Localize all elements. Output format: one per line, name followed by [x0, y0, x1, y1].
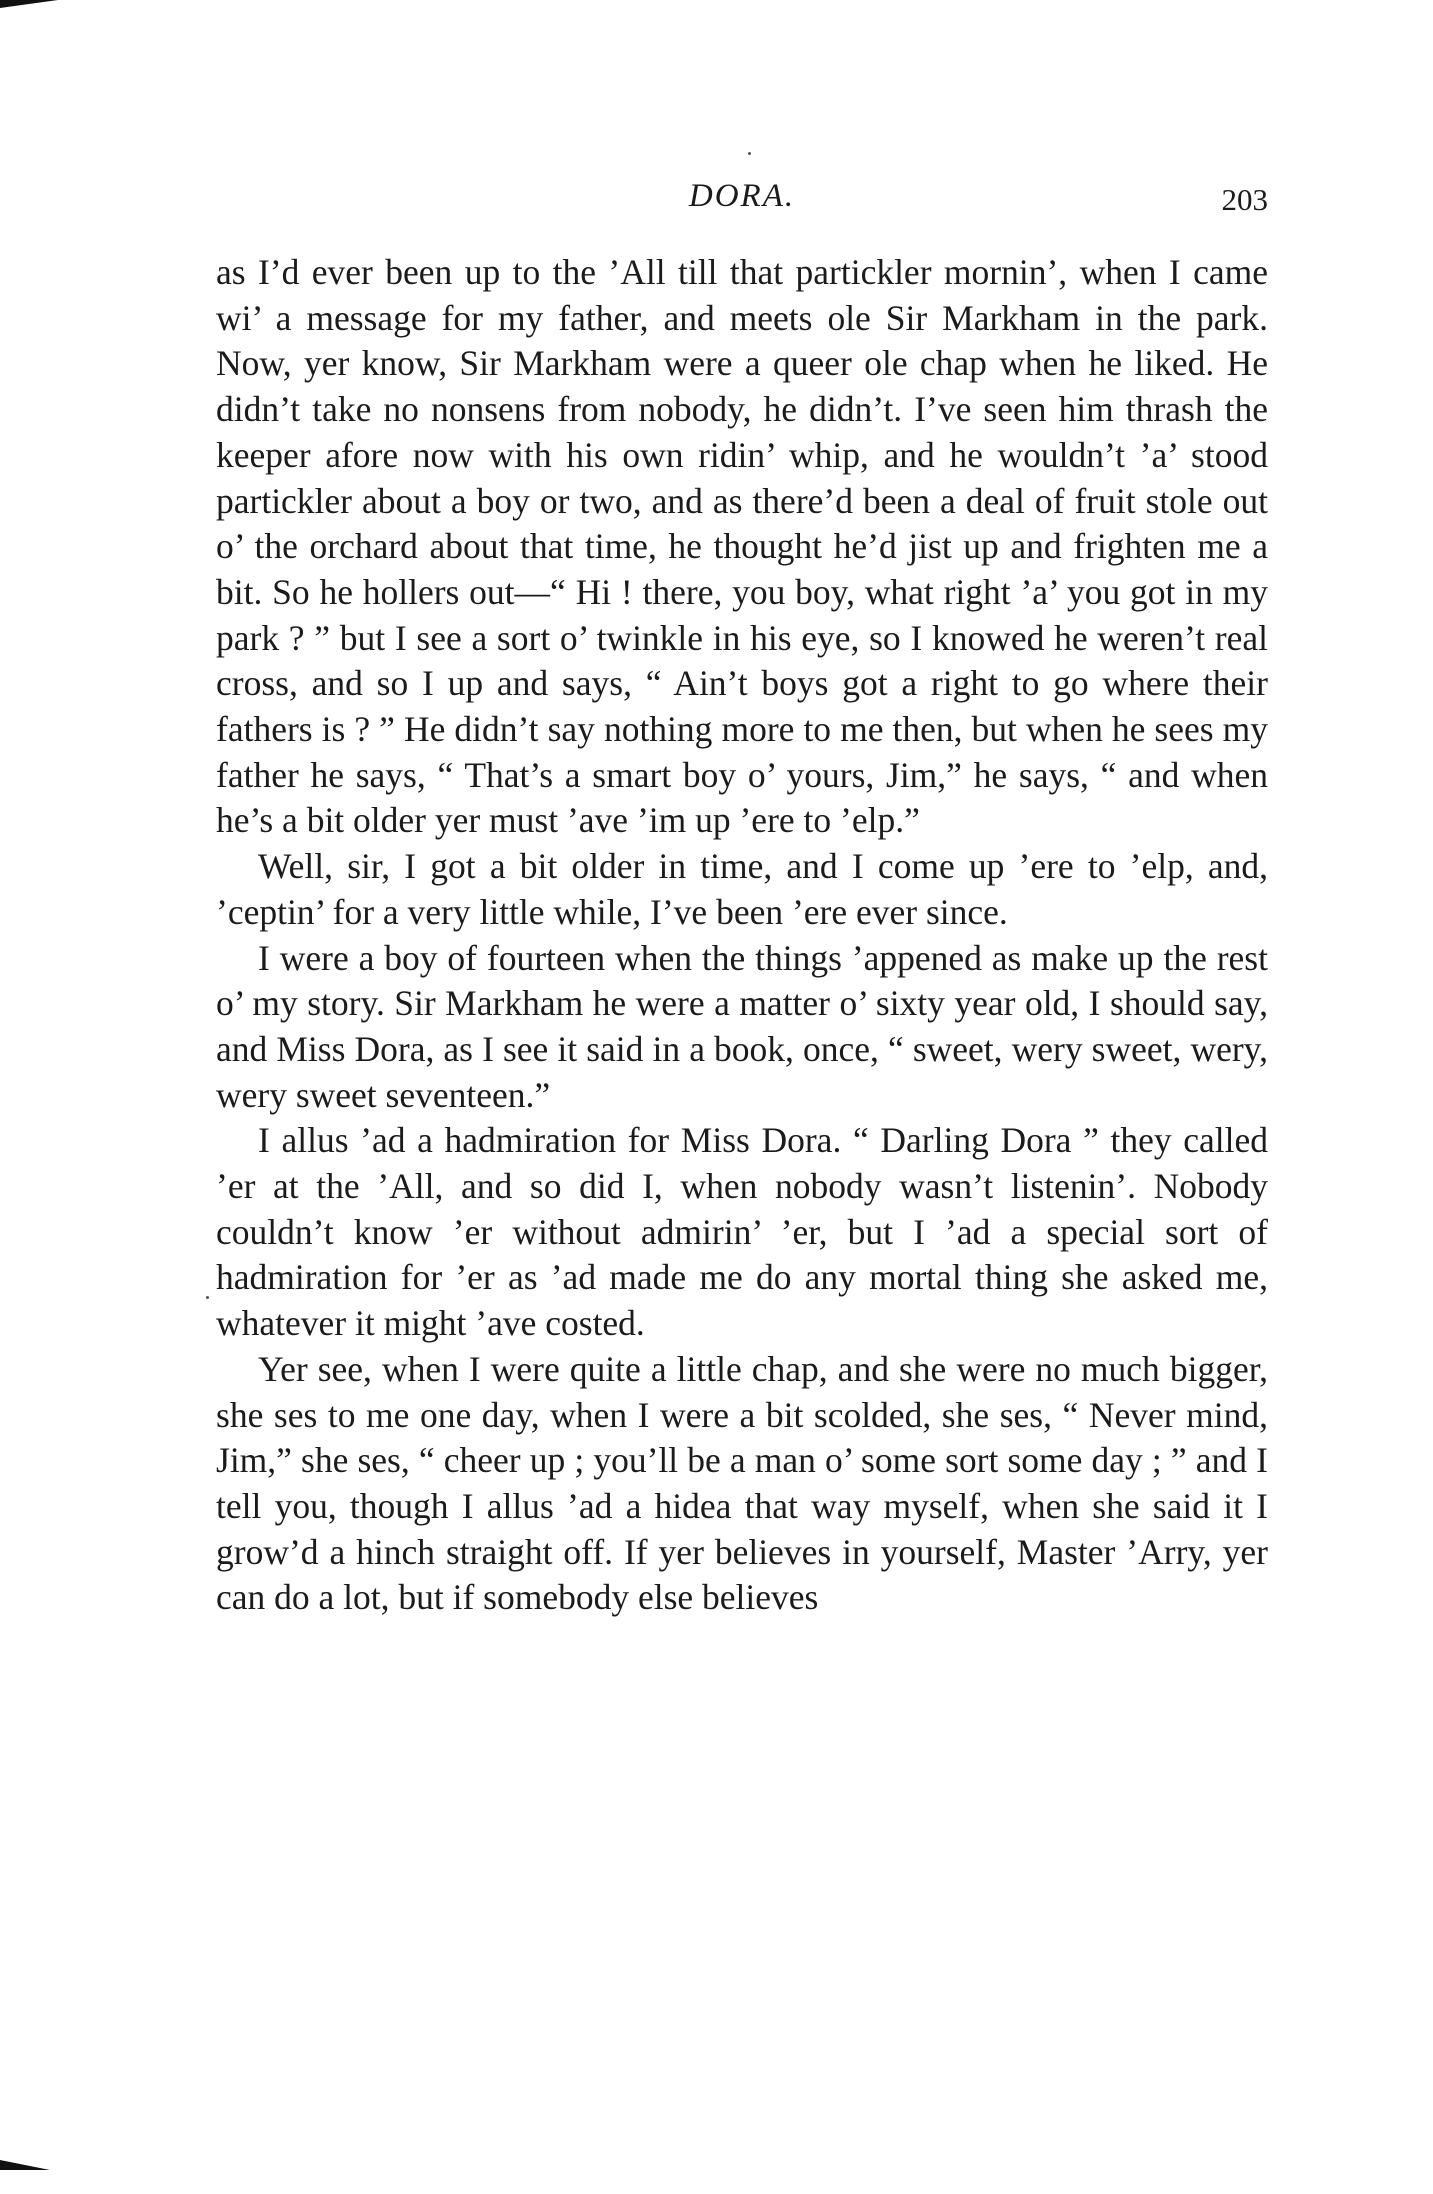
paper-speck: [748, 152, 751, 155]
paragraph: Yer see, when I were quite a little chap, and she were no much bigger, she ses to me one day, when I were a bit scolded, she ses, “ Never mind, Jim,” she ses, “ cheer up ; you’ll be a man o’ some sort some day ; ” and I tell you, though I allus ’ad a hidea that way myself, when she said it I grow’d a hinch straight off. If yer believes in yourself, Master ’Arry, yer can do a lot, but if somebody else believes: [216, 1348, 1268, 1618]
paper-speck: [206, 1296, 209, 1299]
paragraph: Well, sir, I got a bit older in time, and I come up ’ere to ’elp, and, ’ceptin’ for a very little while, I’ve been ’ere ever since.: [216, 846, 1268, 932]
page-number: 203: [1221, 182, 1268, 217]
running-title: DORA.: [688, 178, 796, 214]
scan-corner-mark-top: [0, 0, 58, 8]
paragraph: as I’d ever been up to the ’All till that partickler mornin’, when I came wi’ a message for my father, and meets ole Sir Markham in the park. Now, yer know, Sir Markham were a queer ole chap when he liked. He didn’t take no nonsens from nobody, he didn’t. I’ve seen him thrash the keeper afore now with his own ridin’ whip, and he wouldn’t ’a’ stood partickler about a boy or two, and as there’d been a deal of fruit stole out o’ the orchard about that time, he thought he’d jist up and frighten me a bit. So he hollers out—“ Hi ! there, you boy, what right ’a’ you got in my park ? ” but I see a sort o’ twinkle in his eye, so I knowed he weren’t real cross, and so I up and says, “ Ain’t boys got a right to go where their fathers is ? ” He didn’t say nothing more to me then, but when he sees my father he says, “ That’s a smart boy o’ yours, Jim,” he says, “ and when he’s a bit older yer must ’ave ’im up ’ere to ’elp.”: [216, 252, 1268, 841]
paragraph: I allus ’ad a hadmiration for Miss Dora. “ Darling Dora ” they called ’er at the ’All, and so did I, when nobody wasn’t listenin’. Nobody couldn’t know ’er without admirin’ ’er, but I ’ad a special sort of hadmiration for ’er as ’ad made me do any mortal thing she asked me, whatever it might ’ave costed.: [216, 1120, 1268, 1344]
body-text: [216, 250, 1268, 1621]
paragraph: I were a boy of fourteen when the things ’appened as make up the rest o’ my story. Sir Markham he were a matter o’ sixty year old, I should say, and Miss Dora, as I see it said in a book, once, “ sweet, wery sweet, wery, wery sweet seventeen.”: [216, 937, 1268, 1115]
running-head: [216, 178, 1268, 228]
scan-corner-mark-bottom: [0, 2160, 50, 2170]
